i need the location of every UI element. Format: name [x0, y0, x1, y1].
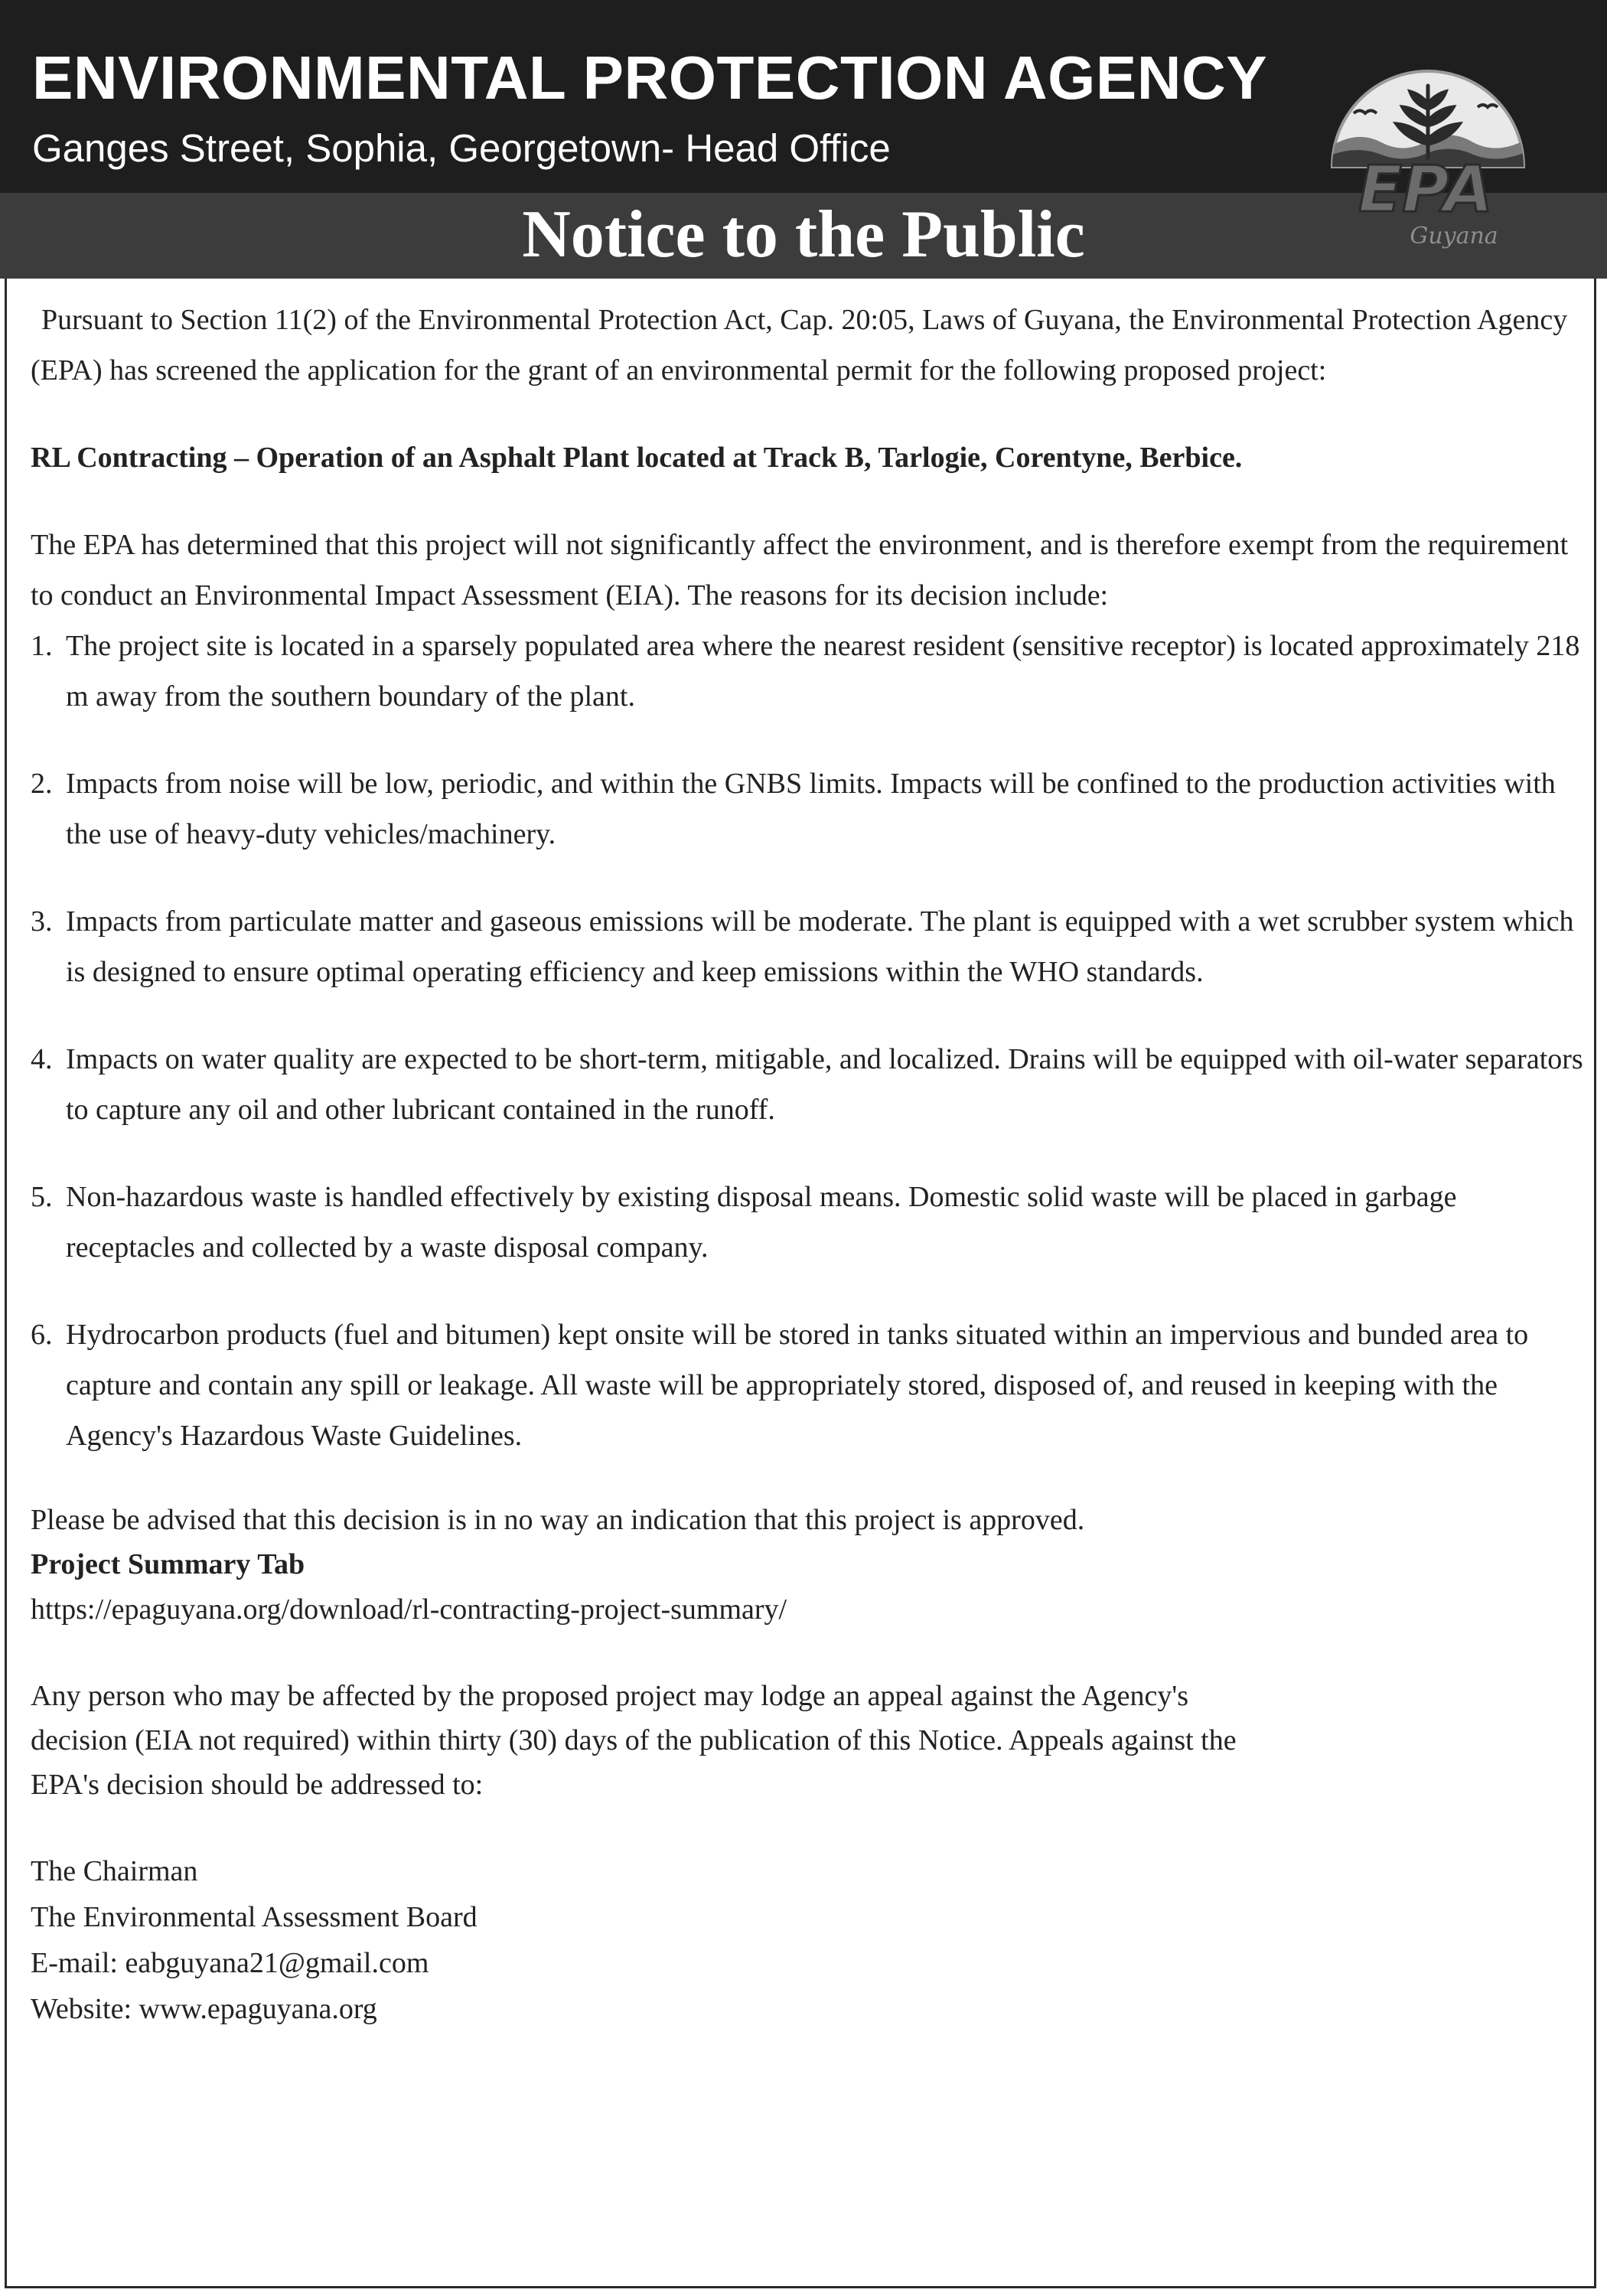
project-title: RL Contracting – Operation of an Asphalt Plant located at Track B, Tarlogie, Corentyne, Berbice. — [31, 442, 1243, 474]
reason-item — [31, 621, 1584, 722]
reason-text: Impacts on water quality are expected to be short-term, mitigable, and localized. Drains will be equipped with oil-water separators to capture any oil and other lubricant contained in the runoff. — [66, 1043, 1583, 1126]
reason-item — [31, 1172, 1584, 1273]
reason-text: Impacts from noise will be low, periodic, and within the GNBS limits. Impacts will be confined to the production activities with the use of heavy-duty vehicles/machinery. — [66, 768, 1556, 850]
reason-item — [31, 1034, 1584, 1135]
reason-item — [31, 896, 1584, 997]
reasons-list — [31, 621, 1584, 1461]
reason-text: The project site is located in a sparsely populated area where the nearest resident (sensitive receptor) is located approximately 218 m away from the southern boundary of the plant. — [66, 630, 1580, 713]
notice-title: Notice to the Public — [522, 197, 1085, 272]
contact-website[interactable]: Website: www.epaguyana.org — [31, 1993, 377, 2025]
reason-number: 6. — [31, 1319, 53, 1351]
reason-item — [31, 758, 1584, 859]
advise-statement: Please be advised that this decision is in no way an indication that this project is approved. — [31, 1504, 1085, 1536]
reason-item — [31, 1309, 1584, 1461]
agency-name: ENVIRONMENTAL PROTECTION AGENCY — [32, 44, 1268, 112]
project-summary-link[interactable]: https://epaguyana.org/download/rl-contracting-project-summary/ — [31, 1593, 787, 1626]
contact-block — [31, 1848, 1584, 2032]
reason-number: 5. — [31, 1181, 53, 1213]
reason-number: 1. — [31, 630, 53, 662]
reason-text: Impacts from particulate matter and gaseous emissions will be moderate. The plant is equipped with a wet scrubber system which is designed to ensure optimal operating efficiency and keep emissions within the WHO standards. — [66, 905, 1574, 988]
reason-number: 3. — [31, 905, 53, 938]
intro-paragraph: Pursuant to Section 11(2) of the Environmental Protection Act, Cap. 20:05, Laws of Guyana, the Environmental Protection Agency (EPA) has screened the application for the grant of an environmental permit for the following proposed project: — [31, 304, 1568, 386]
reason-text: Hydrocarbon products (fuel and bitumen) kept onsite will be stored in tanks situated within an impervious and bunded area to capture and contain any spill or leakage. All waste will be appropriately stored, disposed of, and reused in keeping with the Agency's Hazardous Waste Guidelines. — [66, 1319, 1529, 1452]
svg-text:Guyana: Guyana — [1410, 223, 1498, 249]
reason-number: 2. — [31, 768, 53, 800]
reason-text: Non-hazardous waste is handled effectively by existing disposal means. Domestic solid waste will be placed in garbage receptacles and collected by a waste disposal company. — [66, 1181, 1457, 1264]
svg-text:EPA: EPA — [1358, 152, 1494, 227]
reason-number: 4. — [31, 1043, 53, 1075]
project-summary-heading: Project Summary Tab — [31, 1548, 305, 1580]
determination-paragraph: The EPA has determined that this project will not significantly affect the environment, and is therefore exempt from the requirement to conduct an Environmental Impact Assessment (EIA). The reasons for its decision include: — [31, 529, 1569, 612]
epa-guyana-logo-icon — [1328, 60, 1528, 260]
contact-email[interactable]: E-mail: eabguyana21@gmail.com — [31, 1947, 429, 1979]
appeal-paragraph: Any person who may be affected by the proposed project may lodge an appeal against the Agency's decision (EIA not required) within thirty (30) days of the publication of this Notice. Appeals against the EPA's decision should be addressed to: — [31, 1680, 1237, 1801]
contact-board: The Environmental Assessment Board — [31, 1901, 478, 1933]
notice-body — [31, 295, 1584, 2032]
agency-address: Ganges Street, Sophia, Georgetown- Head Office — [32, 126, 891, 170]
contact-chairman: The Chairman — [31, 1855, 198, 1887]
